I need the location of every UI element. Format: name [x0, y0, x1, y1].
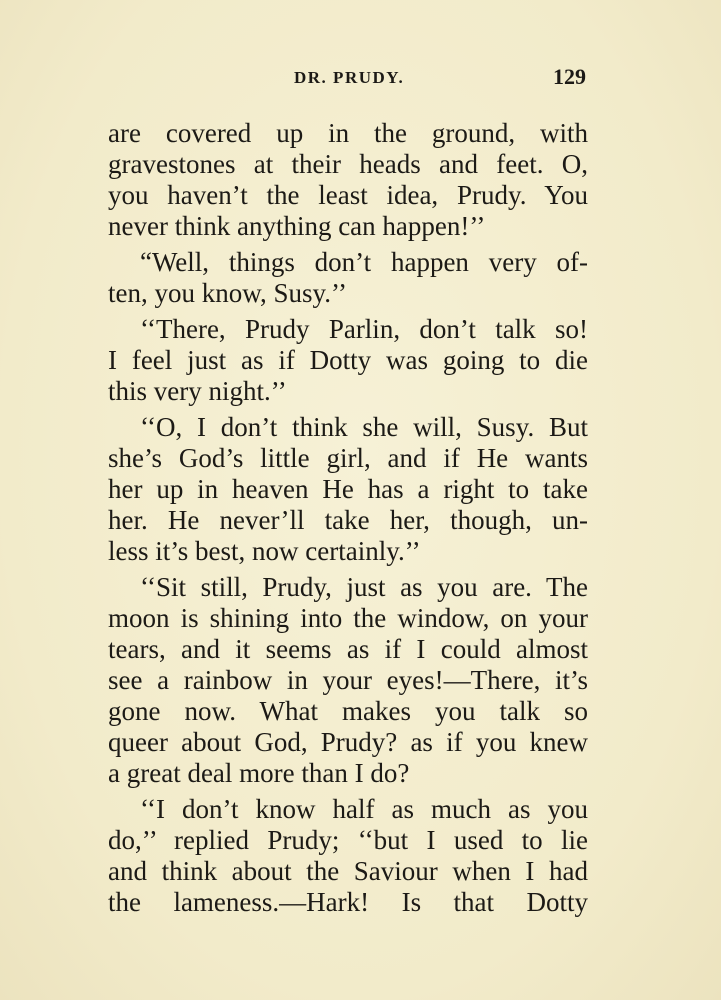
running-header [108, 64, 588, 94]
text-line: a great deal more than I do? [108, 758, 410, 788]
text-line: ‘‘O, I don’t think she will, Susy. But [140, 412, 588, 442]
body-text [108, 118, 588, 918]
text-line: never think anything can happen!’’ [108, 211, 486, 241]
text-line: do,’’ replied Prudy; ‘‘but I used to lie [108, 825, 588, 855]
paragraph [108, 572, 588, 789]
text-line: ‘‘Sit still, Prudy, just as you are. The [140, 572, 588, 602]
paragraph [108, 314, 588, 407]
text-line: the lameness.—Hark! Is that Dotty [108, 887, 588, 917]
text-line: ‘‘There, Prudy Parlin, don’t talk so! [140, 314, 588, 344]
text-line: moon is shining into the window, on your [108, 603, 588, 633]
text-line: ten, you know, Susy.’’ [108, 278, 347, 308]
paragraph [108, 118, 588, 242]
text-line: she’s God’s little girl, and if He wants [108, 443, 588, 473]
text-line: and think about the Saviour when I had [108, 856, 588, 886]
text-line: this very night.’’ [108, 376, 287, 406]
running-title: DR. PRUDY. [294, 68, 405, 87]
paragraph [108, 412, 588, 567]
text-line: “Well, things don’t happen very of- [140, 247, 588, 277]
paragraph [108, 247, 588, 309]
text-line: I feel just as if Dotty was going to die [108, 345, 588, 375]
text-line: ‘‘I don’t know half as much as you [140, 794, 588, 824]
text-line: see a rainbow in your eyes!—There, it’s [108, 665, 588, 695]
text-line: are covered up in the ground, with [108, 118, 588, 148]
text-line: gone now. What makes you talk so [108, 696, 588, 726]
text-line: her. He never’ll take her, though, un- [108, 505, 588, 535]
text-line: queer about God, Prudy? as if you knew [108, 727, 588, 757]
text-line: gravestones at their heads and feet. O, [108, 149, 588, 179]
text-line: you haven’t the least idea, Prudy. You [108, 180, 588, 210]
text-line: less it’s best, now certainly.’’ [108, 536, 421, 566]
page-number: 129 [553, 64, 586, 89]
text-line: tears, and it seems as if I could almost [108, 634, 588, 664]
text-line: her up in heaven He has a right to take [108, 474, 588, 504]
paragraph [108, 794, 588, 918]
